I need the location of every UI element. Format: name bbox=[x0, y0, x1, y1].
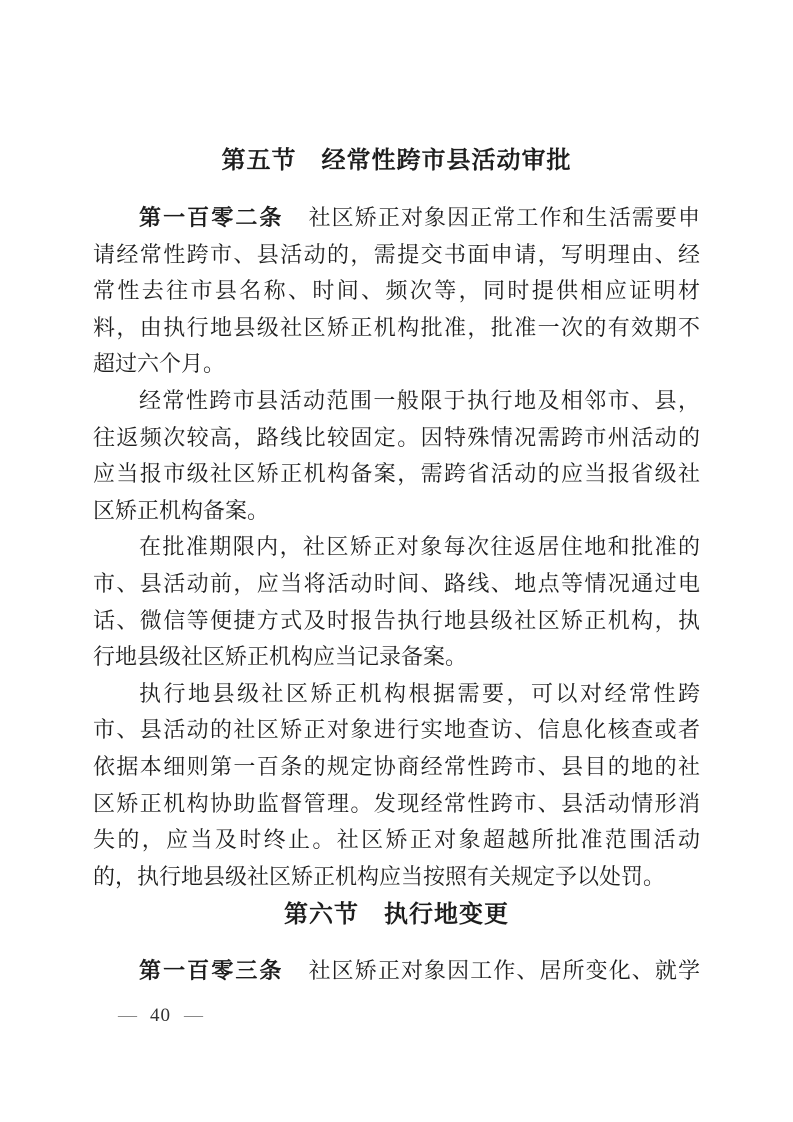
section-5-body bbox=[93, 200, 700, 895]
body-line: 在批准期限内，社区矫正对象每次往返居住地和批准的 bbox=[139, 534, 700, 560]
article-102-lead-text: 社区矫正对象因正常工作和生活需要申 bbox=[307, 205, 700, 230]
footer-right-dash: — bbox=[184, 1005, 203, 1026]
article-103-number-label: 第一百零三条 bbox=[139, 958, 284, 983]
body-line: 应当报市级社区矫正机构备案，需跨省活动的应当报省级社 bbox=[93, 461, 700, 487]
article-103-opening-line bbox=[93, 953, 700, 990]
section-5-heading: 第五节 经常性跨市县活动审批 bbox=[221, 148, 572, 174]
body-line: 料，由执行地县级社区矫正机构批准，批准一次的有效期不 bbox=[93, 314, 700, 340]
section-6-heading: 第六节 执行地变更 bbox=[284, 902, 509, 928]
label-gap bbox=[284, 224, 308, 225]
body-line: 执行地县级社区矫正机构根据需要，可以对经常性跨 bbox=[139, 680, 700, 706]
page-number: 40 bbox=[150, 1005, 171, 1026]
article-102-opening-line bbox=[93, 200, 700, 237]
page-footer bbox=[118, 1002, 203, 1030]
body-line: 常性去往市县名称、时间、频次等，同时提供相应证明材 bbox=[93, 278, 700, 304]
body-line: 话、微信等便捷方式及时报告执行地县级社区矫正机构，执 bbox=[93, 607, 700, 633]
body-line: 的，执行地县级社区矫正机构应当按照有关规定予以处罚。 bbox=[93, 863, 666, 889]
footer-left-dash: — bbox=[118, 1005, 137, 1026]
body-line: 区矫正机构备案。 bbox=[93, 497, 270, 523]
label-gap bbox=[284, 977, 308, 978]
section-6-body bbox=[93, 953, 700, 990]
article-103-lead-text: 社区矫正对象因工作、居所变化、就学 bbox=[307, 958, 700, 983]
body-line: 请经常性跨市、县活动的，需提交书面申请，写明理由、经 bbox=[93, 241, 700, 267]
body-line: 往返频次较高，路线比较固定。因特殊情况需跨市州活动的 bbox=[93, 424, 700, 450]
body-line: 市、县活动的社区矫正对象进行实地查访、信息化核查或者 bbox=[93, 717, 700, 743]
body-line: 行地县级社区矫正机构应当记录备案。 bbox=[93, 644, 468, 670]
body-line: 经常性跨市县活动范围一般限于执行地及相邻市、县， bbox=[139, 387, 700, 413]
body-line: 区矫正机构协助监督管理。发现经常性跨市、县活动情形消 bbox=[93, 790, 700, 816]
article-102-number-label: 第一百零二条 bbox=[139, 205, 284, 230]
body-line: 市、县活动前，应当将活动时间、路线、地点等情况通过电 bbox=[93, 570, 700, 596]
body-line: 超过六个月。 bbox=[93, 351, 226, 377]
body-line: 依据本细则第一百条的规定协商经常性跨市、县目的地的社 bbox=[93, 753, 700, 779]
body-line: 失的，应当及时终止。社区矫正对象超越所批准范围活动 bbox=[93, 827, 700, 853]
